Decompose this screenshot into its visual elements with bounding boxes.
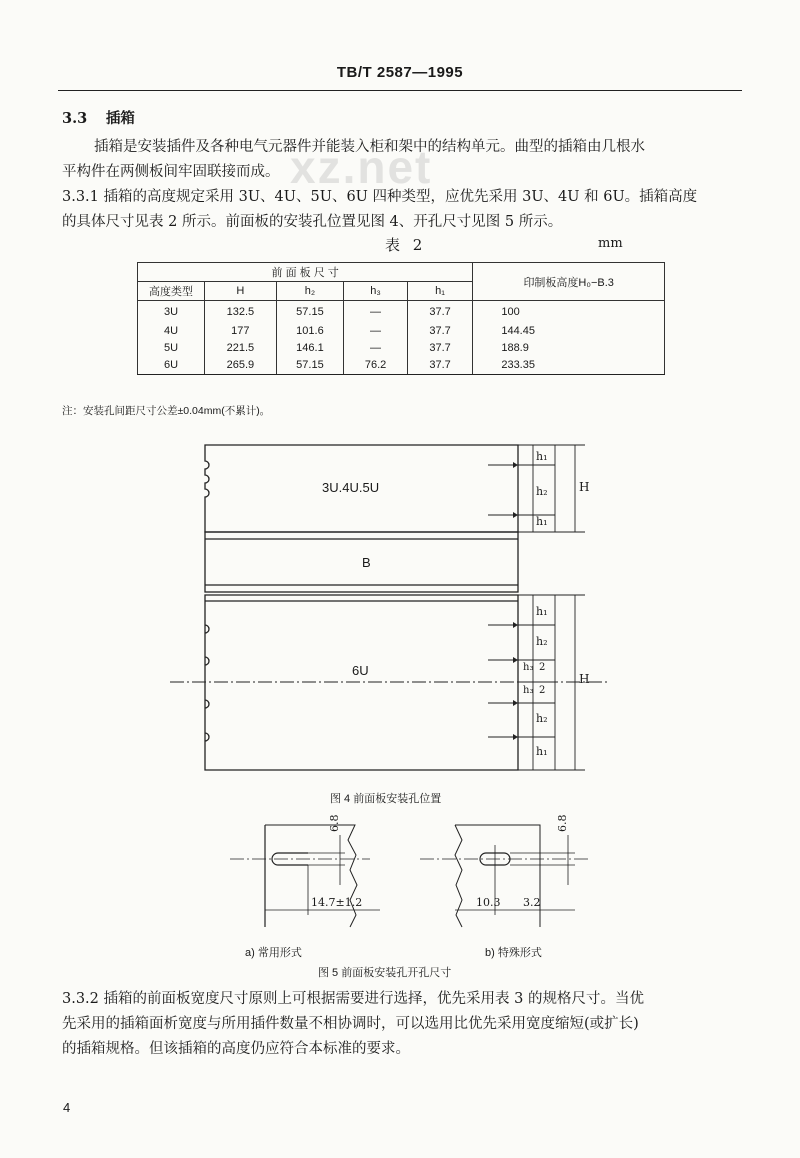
table-cell: 101.6 [276,323,344,340]
table-cell: 57.15 [276,301,344,323]
table-cell: — [344,323,408,340]
figure-4-drawing [0,435,800,780]
table-cell: 188.9 [473,340,665,357]
fig5a-dim-height: 6.8 [328,814,341,832]
fig4-label-middle: B [362,555,371,570]
fig5b-dim-height: 6.8 [556,814,569,832]
fig4-label-lower: 6U [352,663,369,678]
table-group-header: 前 面 板 尺 寸 [138,263,473,282]
table-cell: 37.7 [407,357,472,375]
fig4-dim-h2: h₂ [536,712,548,725]
fig4-dim-half: 2 [539,662,546,673]
section-3-3-1-line1: 3.3.1 插箱的高度规定采用 3U、4U、5U、6U 四种类型，应优先采用 3U、4U 和 6U。插箱高度 [62,189,698,205]
table-cell: 37.7 [407,340,472,357]
table-cell: 146.1 [276,340,344,357]
table-cell: 132.5 [205,301,277,323]
fig4-dim-h3-half: h₃ [523,662,534,673]
table-row [138,301,665,323]
table-caption: 表 2 [385,236,427,254]
section-3-3-heading [62,106,742,132]
table-cell: 37.7 [407,301,472,323]
section-3-3-2-line2: 先采用的插箱面析宽度与所用插件数量不相协调时，可以选用比优先采用宽度缩短(或扩长) [62,1016,639,1032]
section-3-3-1-line2: 的具体尺寸见表 2 所示。前面板的安装孔位置见图 4、开孔尺寸见图 5 所示。 [62,214,563,230]
fig4-dim-H: H [579,480,590,494]
table-cell: — [344,340,408,357]
figure-5b-caption: b) 特殊形式 [485,947,542,959]
table-row [138,357,665,375]
table-row [138,323,665,340]
header-rule [58,90,742,91]
table-cell: 6U [138,357,205,375]
table-cell: 265.9 [205,357,277,375]
table-2 [137,262,665,375]
table-cell: 76.2 [344,357,408,375]
section-3-3-2-line1: 3.3.2 插箱的前面板宽度尺寸原则上可根据需要进行选择，优先采用表 3 的规格尺寸。当优 [62,991,644,1007]
fig5a-dim-width: 14.7±1.2 [311,896,363,909]
section-3-3-para-line1: 插箱是安装插件及各种电气元器件并能装入柜和架中的结构单元。曲型的插箱由几根水 [94,139,645,155]
table-cell: — [344,301,408,323]
section-title: 插箱 [105,110,135,127]
fig4-dim-H: H [579,672,590,686]
section-3-3-2-line3: 的插箱规格。但该插箱的高度仍应符合本标准的要求。 [62,1041,410,1057]
table-cell: 4U [138,323,205,340]
fig5b-dim-left: 10.3 [476,896,501,909]
fig4-dim-h1: h₁ [536,605,548,618]
fig4-dim-h1: h₁ [536,515,548,528]
figure-5-drawing [0,815,800,940]
figure-5-caption: 图 5 前面板安装孔开孔尺寸 [318,967,452,979]
table-cell: 5U [138,340,205,357]
fig4-dim-h1: h₁ [536,745,548,758]
table-cell: 3U [138,301,205,323]
table-cell: 57.15 [276,357,344,375]
fig4-dim-h1: h₁ [536,450,548,463]
document-header: TB/T 2587—1995 [336,64,464,81]
section-3-3-para-line2: 平构件在两侧板间牢固联接而成。 [62,164,280,180]
fig4-dim-h2: h₂ [536,635,548,648]
table-cell: 100 [473,301,665,323]
table-row [138,340,665,357]
fig4-dim-half: 2 [539,685,546,696]
fig4-label-upper: 3U.4U.5U [322,480,380,495]
table-note: 注：安装孔间距尺寸公差±0.04mm(不累计)。 [62,405,271,417]
table-cell: 144.45 [473,323,665,340]
watermark: xz.net [290,141,433,193]
fig4-dim-h2: h₂ [536,485,548,498]
table-col-header: h₃ [344,282,408,301]
figure-4-caption: 图 4 前面板安装孔位置 [330,793,442,805]
figure-5a-caption: a) 常用形式 [245,947,302,959]
table-col-header: h₂ [276,282,344,301]
table-cell: 221.5 [205,340,277,357]
fig4-dim-h3-half: h₃ [523,685,534,696]
table-col-header: 高度类型 [138,282,205,301]
table-col-header: H [205,282,277,301]
table-unit: mm [598,236,623,251]
page-number: 4 [63,1100,71,1115]
table-col-header: h₁ [407,282,472,301]
table-cell: 177 [205,323,277,340]
table-right-header: 印制板高度H₀−B.3 [473,263,665,301]
table-cell: 37.7 [407,323,472,340]
table-cell: 233.35 [473,357,665,375]
section-number: 3.3 [62,110,88,127]
fig5b-dim-right: 3.2 [523,896,541,909]
